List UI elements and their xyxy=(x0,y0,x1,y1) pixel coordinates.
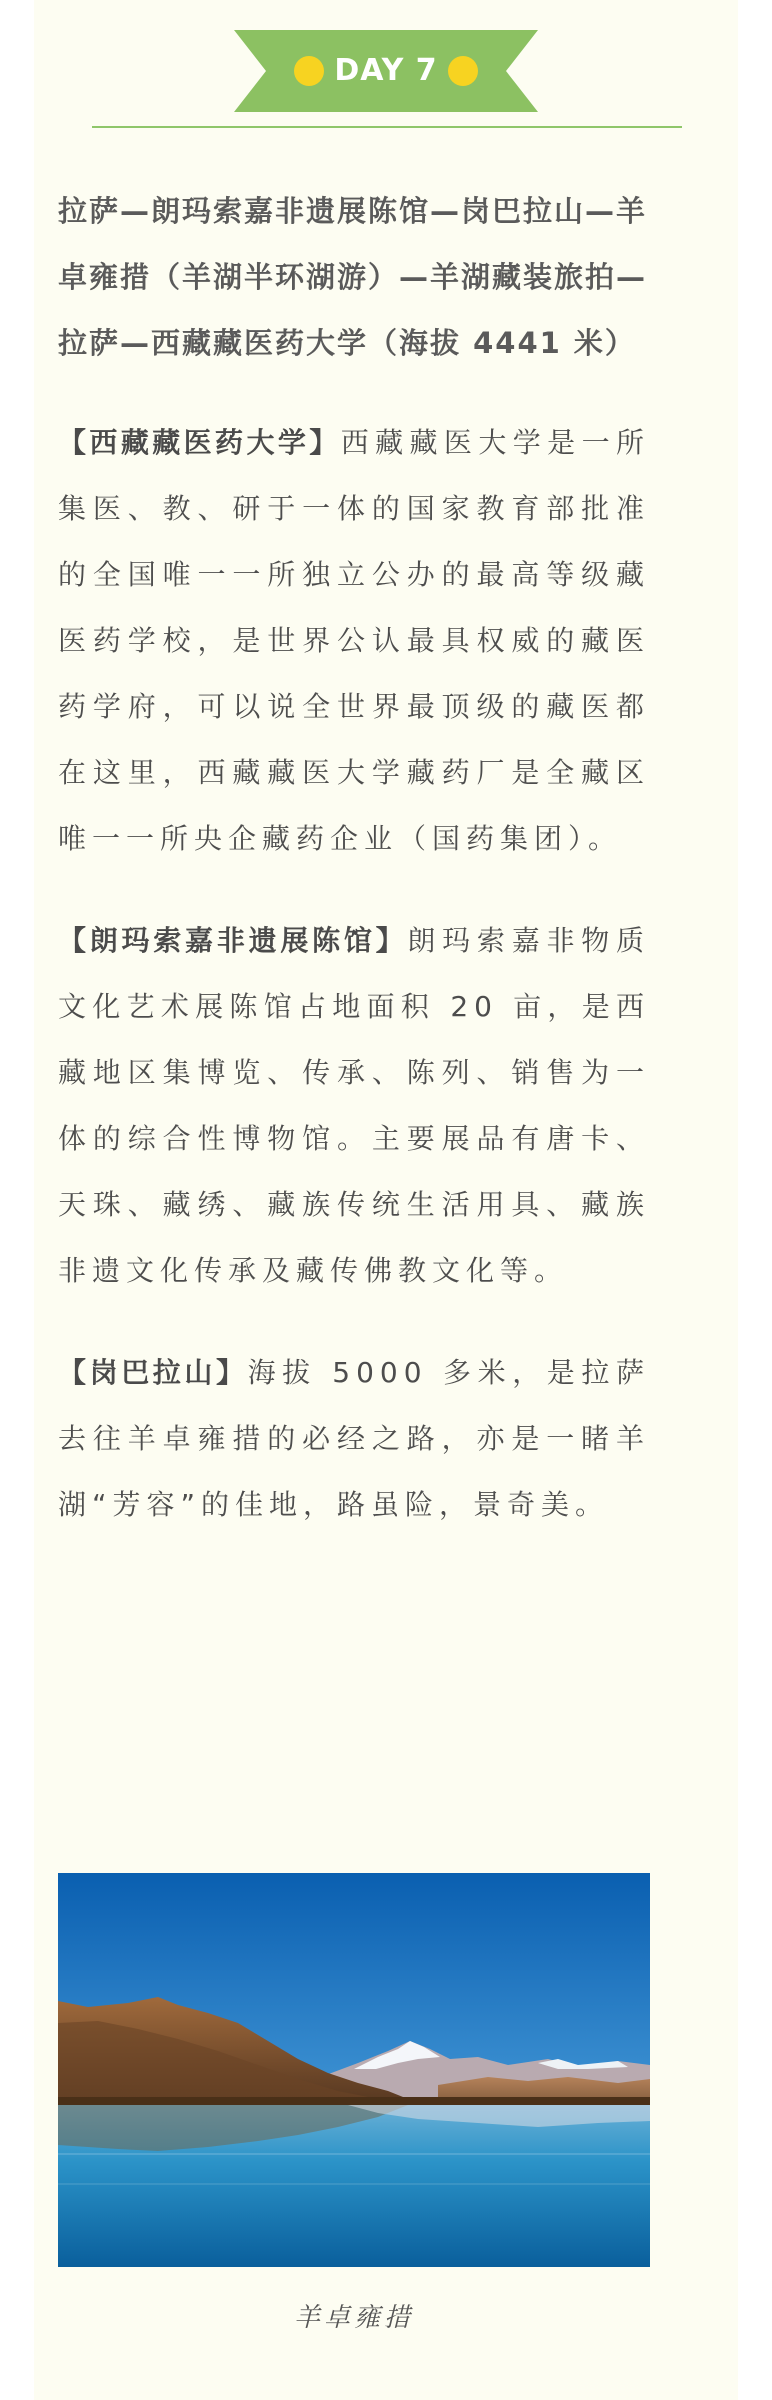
section-title: 【朗玛索嘉非遗展陈馆】 xyxy=(58,924,408,957)
section-body: 西藏藏医大学是一所集医、教、研于一体的国家教育部批准的全国唯一一所独立公办的最高等级藏医药学校，是世界公认最具权威的藏医药学府，可以说全世界最顶级的藏医都在这里，西藏藏医大学藏药厂是全藏区唯一一所央企藏药企业（国药集团）。 xyxy=(58,426,650,855)
section-title: 【岗巴拉山】 xyxy=(58,1356,248,1389)
section-paragraph xyxy=(58,410,650,872)
section-body: 朗玛索嘉非物质文化艺术展陈馆占地面积 20 亩，是西藏地区集博览、传承、陈列、销售为一体的综合性博物馆。主要展品有唐卡、天珠、藏绣、藏族传统生活用具、藏族非遗文化传承及藏传佛教文化等。 xyxy=(58,924,650,1287)
day-banner xyxy=(234,30,538,112)
photo-caption: 羊卓雍措 xyxy=(293,2303,414,2333)
day-label: DAY 7 xyxy=(334,53,438,88)
route-heading: 拉萨—朗玛索嘉非遗展陈馆—岗巴拉山—羊卓雍措（羊湖半环湖游）—羊湖藏装旅拍—拉萨—西藏藏医药大学（海拔 4441 米） xyxy=(58,194,648,360)
section-body: 海拔 5000 多米，是拉萨去往羊卓雍措的必经之路，亦是一睹羊湖“芳容”的佳地，路虽险，景奇美。 xyxy=(58,1356,650,1521)
section-paragraph xyxy=(58,1340,650,1538)
article-content xyxy=(58,178,650,1574)
divider-line xyxy=(92,126,682,128)
lake-landscape-image xyxy=(58,1873,650,2267)
section-paragraph xyxy=(58,908,650,1304)
section-title: 【西藏藏医药大学】 xyxy=(58,426,341,459)
lake-photo xyxy=(58,1873,650,2267)
